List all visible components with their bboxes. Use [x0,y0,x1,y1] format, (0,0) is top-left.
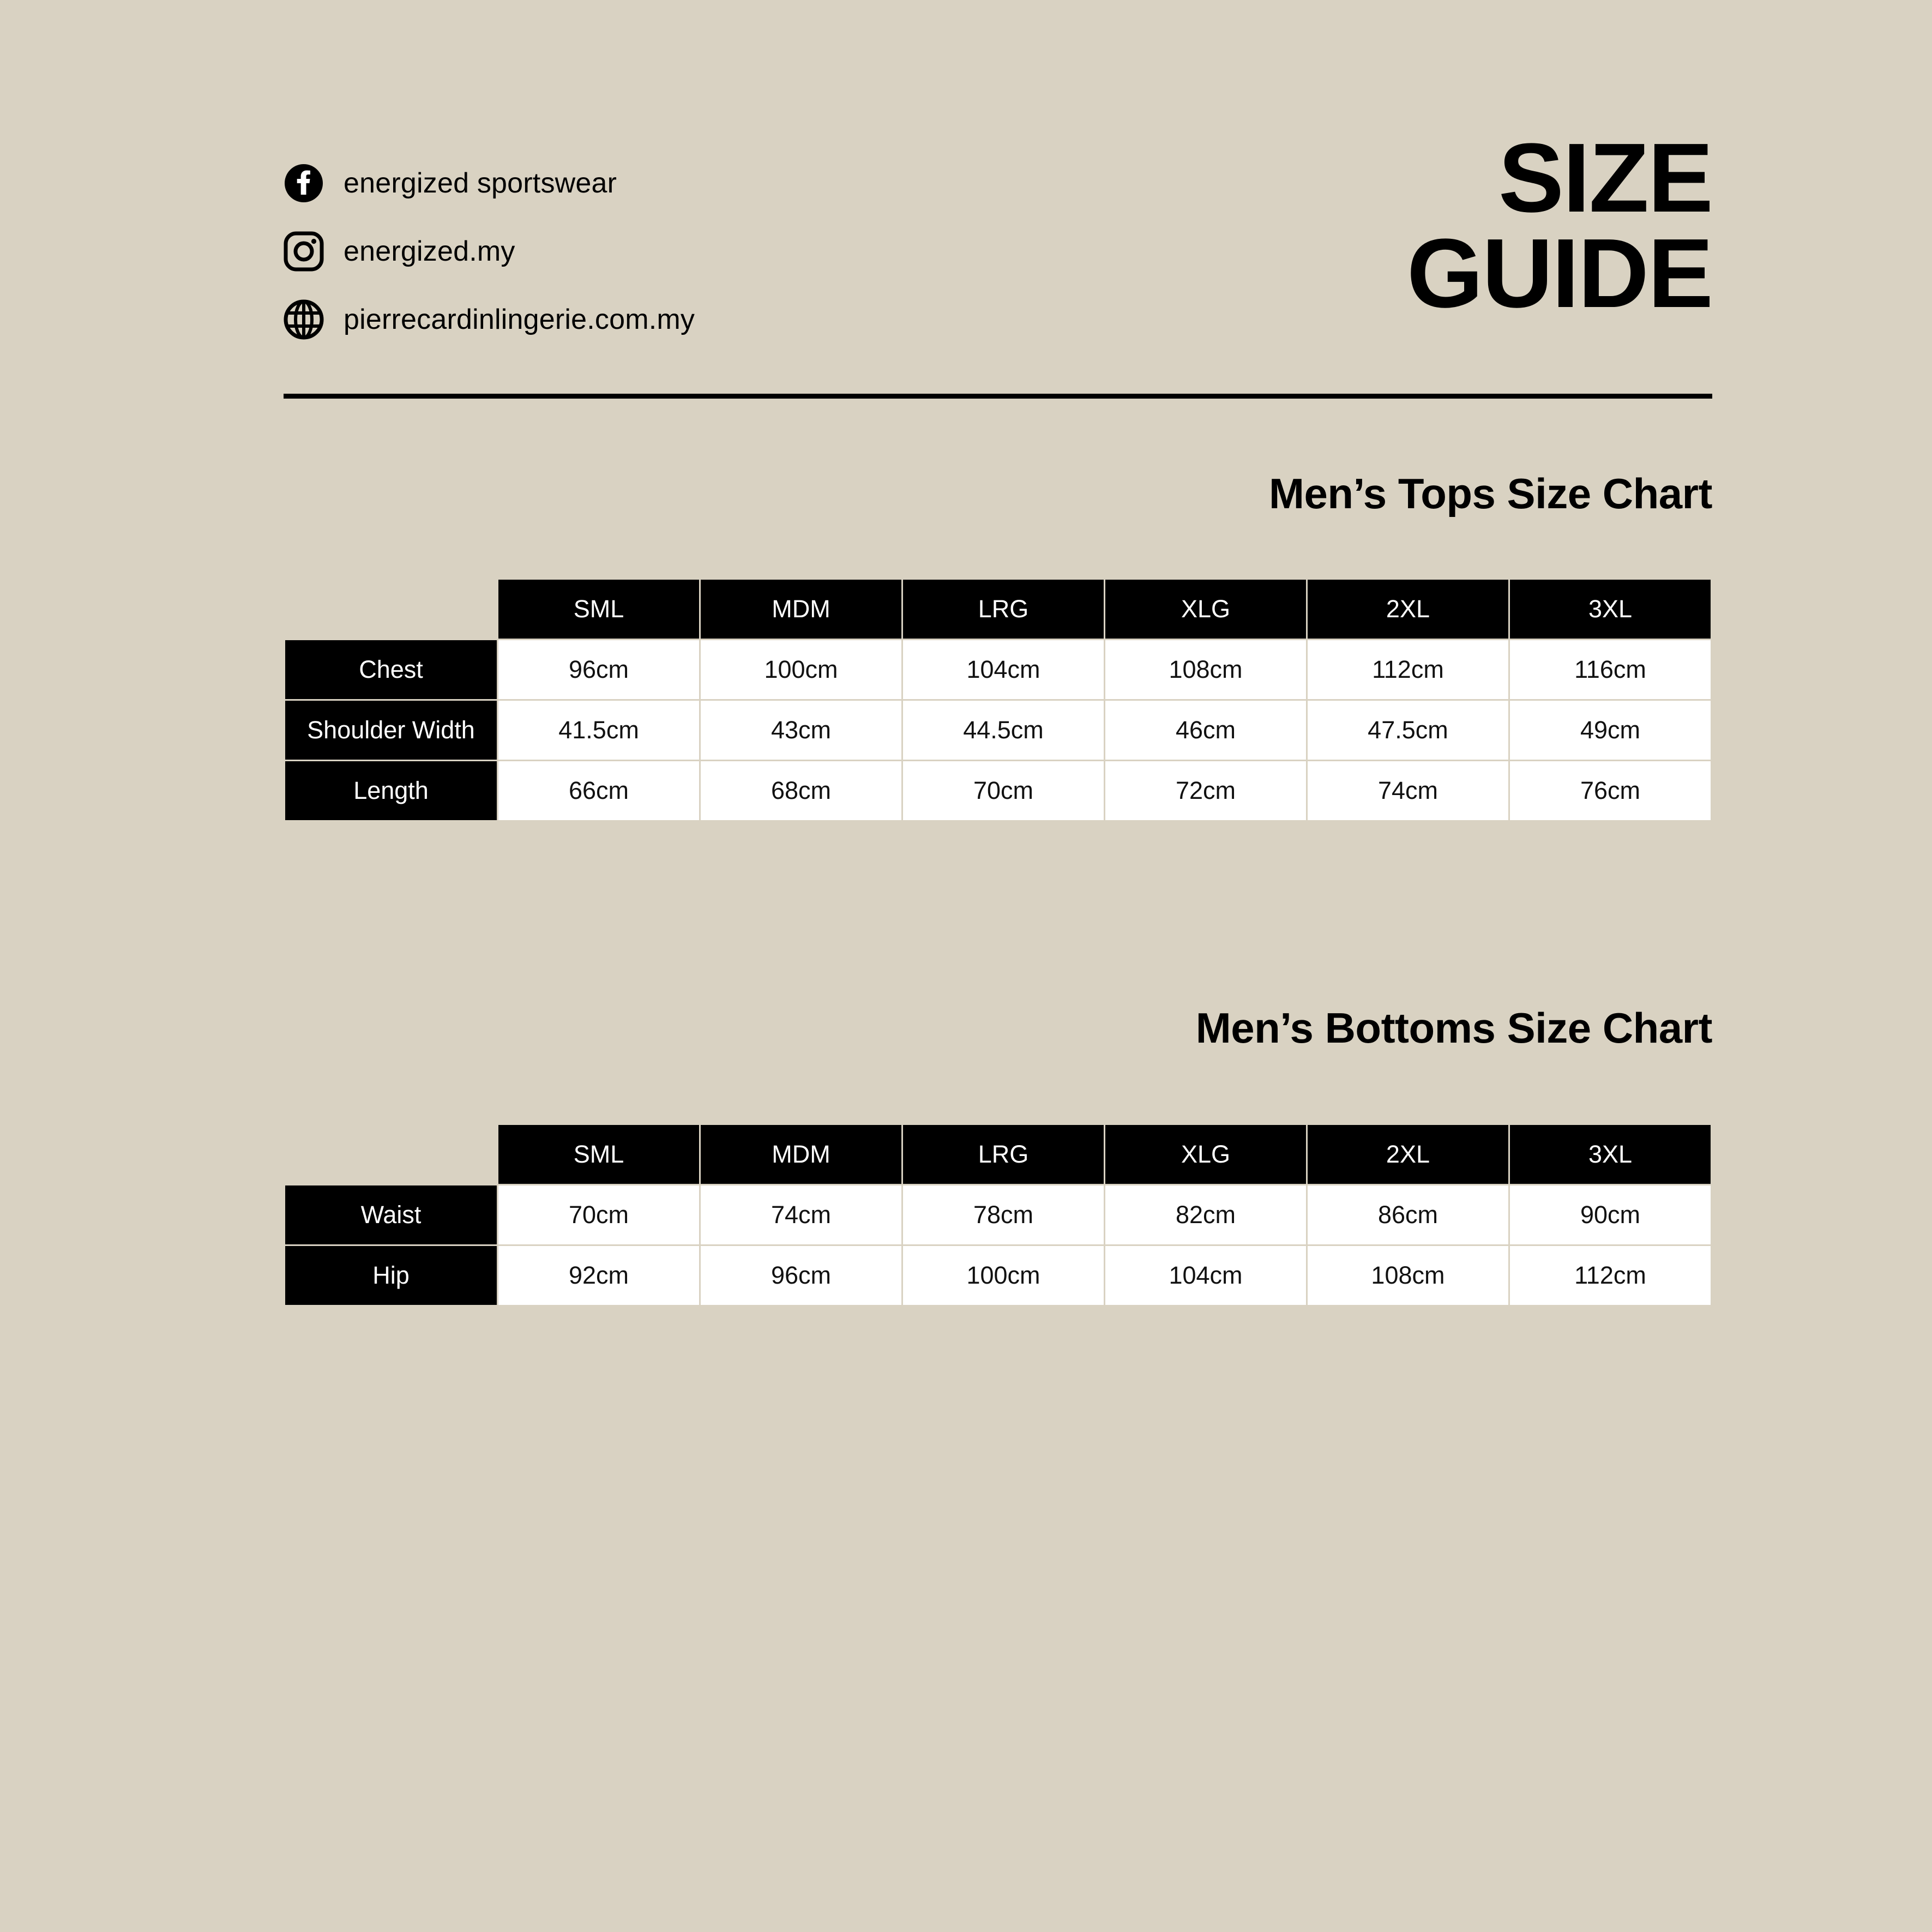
row-header-chest: Chest [285,640,498,700]
cell-hip-3xl: 112cm [1509,1245,1711,1306]
column-header-xlg: XLG [1104,579,1307,640]
column-header-lrg: LRG [902,579,1105,640]
column-header-2xl: 2XL [1307,1124,1509,1185]
cell-chest-sml: 96cm [498,640,700,700]
column-header-sml: SML [498,579,700,640]
column-header-lrg: LRG [902,1124,1105,1185]
mens-tops-size-table [284,578,1712,822]
cell-length-lrg: 70cm [902,761,1105,821]
cell-hip-xlg: 104cm [1104,1245,1307,1306]
column-header-mdm: MDM [700,1124,902,1185]
cell-shoulder-sml: 41.5cm [498,700,700,761]
instagram-icon [284,231,324,272]
social-link-instagram[interactable] [284,226,1047,276]
cell-waist-2xl: 86cm [1307,1185,1509,1245]
cell-shoulder-lrg: 44.5cm [902,700,1105,761]
row-header-length: Length [285,761,498,821]
cell-waist-mdm: 74cm [700,1185,902,1245]
cell-hip-mdm: 96cm [700,1245,902,1306]
table-row [285,1245,1712,1306]
row-header-shoulder-width: Shoulder Width [285,700,498,761]
column-header-xlg: XLG [1104,1124,1307,1185]
cell-waist-sml: 70cm [498,1185,700,1245]
header-divider [284,394,1712,399]
cell-chest-3xl: 116cm [1509,640,1711,700]
cell-shoulder-mdm: 43cm [700,700,902,761]
page-title-line-1: SIZE [1498,123,1712,233]
cell-shoulder-2xl: 47.5cm [1307,700,1509,761]
social-link-label: pierrecardinlingerie.com.my [344,304,695,335]
globe-icon [284,299,324,340]
column-header-mdm: MDM [700,579,902,640]
social-link-facebook[interactable] [284,158,1047,208]
section-title-mens-bottoms: Men’s Bottoms Size Chart [1195,1004,1712,1052]
cell-length-2xl: 74cm [1307,761,1509,821]
row-header-hip: Hip [285,1245,498,1306]
social-links-list [284,158,1047,363]
cell-waist-xlg: 82cm [1104,1185,1307,1245]
social-link-website[interactable] [284,294,1047,345]
column-header-3xl: 3XL [1509,1124,1711,1185]
cell-hip-lrg: 100cm [902,1245,1105,1306]
table-header-row [285,1124,1712,1185]
cell-length-xlg: 72cm [1104,761,1307,821]
table-row [285,1185,1712,1245]
cell-chest-2xl: 112cm [1307,640,1509,700]
row-header-waist: Waist [285,1185,498,1245]
section-title-mens-tops: Men’s Tops Size Chart [1269,470,1712,517]
table-row [285,640,1712,700]
social-link-label: energized sportswear [344,167,617,199]
cell-shoulder-3xl: 49cm [1509,700,1711,761]
page-title [1406,123,1712,328]
table-row [285,700,1712,761]
social-link-label: energized.my [344,236,515,267]
cell-chest-xlg: 108cm [1104,640,1307,700]
table-corner-cell [285,579,498,640]
cell-chest-mdm: 100cm [700,640,902,700]
cell-length-3xl: 76cm [1509,761,1711,821]
column-header-sml: SML [498,1124,700,1185]
cell-shoulder-xlg: 46cm [1104,700,1307,761]
table-header-row [285,579,1712,640]
table-row [285,761,1712,821]
cell-length-sml: 66cm [498,761,700,821]
cell-waist-lrg: 78cm [902,1185,1105,1245]
column-header-3xl: 3XL [1509,579,1711,640]
mens-bottoms-size-table [284,1123,1712,1307]
cell-chest-lrg: 104cm [902,640,1105,700]
cell-length-mdm: 68cm [700,761,902,821]
facebook-icon [284,163,324,203]
column-header-2xl: 2XL [1307,579,1509,640]
cell-hip-sml: 92cm [498,1245,700,1306]
cell-hip-2xl: 108cm [1307,1245,1509,1306]
page-title-line-2: GUIDE [1406,218,1712,328]
table-corner-cell [285,1124,498,1185]
cell-waist-3xl: 90cm [1509,1185,1711,1245]
